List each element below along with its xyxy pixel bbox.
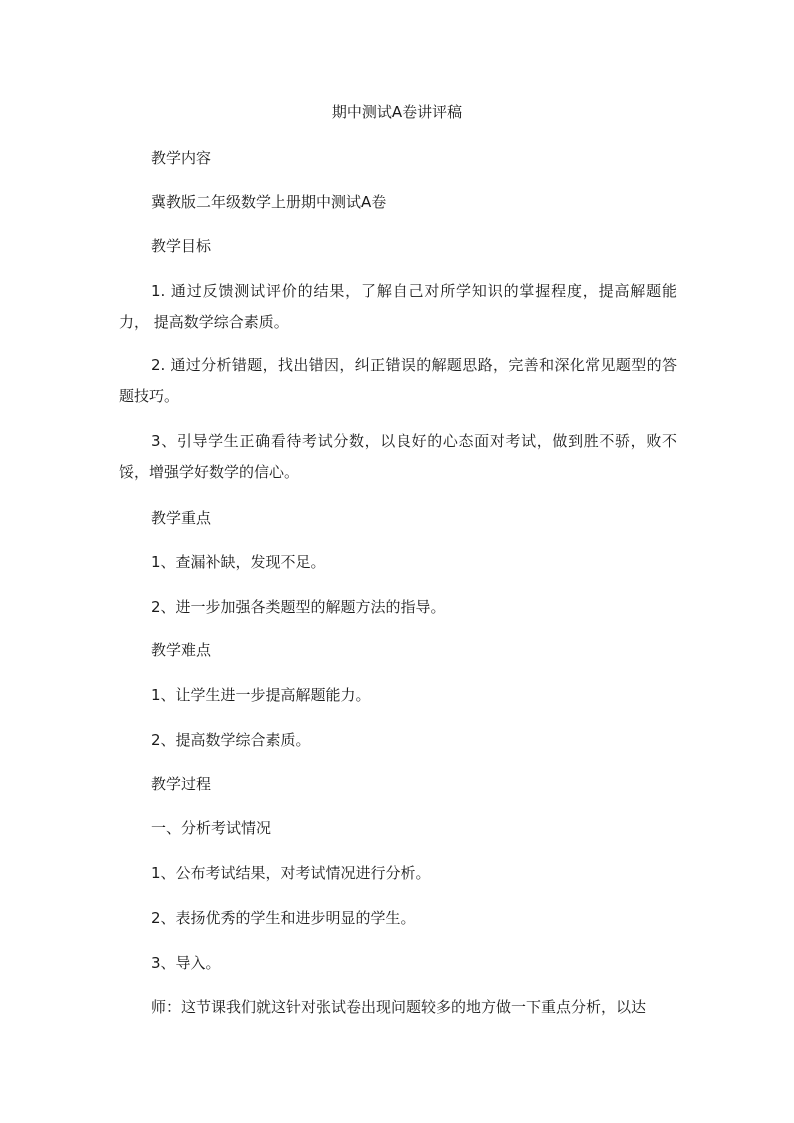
key-point-1: 1、查漏补缺，发现不足。 <box>151 553 326 571</box>
difficulty-2: 2、提高数学综合素质。 <box>151 731 311 749</box>
process-step-1: 1、公布考试结果，对考试情况进行分析。 <box>151 864 431 882</box>
process-section-1: 一、分析考试情况 <box>151 819 272 837</box>
goal-item-1: 1. 通过反馈测试评价的结果，了解自己对所学知识的掌握程度，提高解题能力， 提高数学综合素质。 <box>119 282 677 331</box>
heading-teaching-difficulties: 教学难点 <box>151 641 212 659</box>
key-point-2: 2、进一步加强各类题型的解题方法的指导。 <box>151 598 446 616</box>
document-title: 期中测试A卷讲评稿 <box>331 103 463 121</box>
process-step-2: 2、表扬优秀的学生和进步明显的学生。 <box>151 909 416 927</box>
difficulty-1: 1、让学生进一步提高解题能力。 <box>151 686 371 704</box>
goal-item-2: 2. 通过分析错题，找出错因，纠正错误的解题思路，完善和深化常见题型的答题技巧。 <box>119 356 677 405</box>
heading-teaching-goals: 教学目标 <box>151 237 212 255</box>
teacher-line: 师：这节课我们就这针对张试卷出现问题较多的地方做一下重点分析，以达 <box>151 998 647 1016</box>
process-step-3: 3、导入。 <box>151 954 221 972</box>
goal-item-3: 3、引导学生正确看待考试分数，以良好的心态面对考试，做到胜不骄，败不馁，增强学好数学的信心。 <box>119 432 677 481</box>
heading-teaching-process: 教学过程 <box>151 775 212 793</box>
teaching-content-text: 冀教版二年级数学上册期中测试A卷 <box>151 193 387 211</box>
heading-teaching-content: 教学内容 <box>151 149 212 167</box>
heading-teaching-key-points: 教学重点 <box>151 509 212 527</box>
